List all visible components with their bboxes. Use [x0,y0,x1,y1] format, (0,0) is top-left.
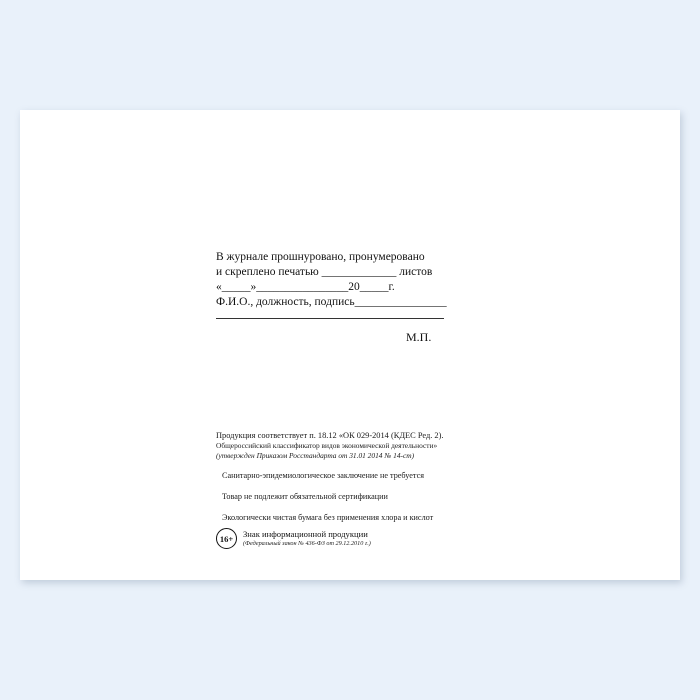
legal-line-2: Общероссийский классификатор видов экономической деятельности» [216,441,438,450]
legal-block [216,430,516,524]
age-mark-text [243,529,371,548]
legal-spacer-3 [216,503,516,512]
certification-block [216,250,476,319]
stamp-place-label: М.П. [406,330,432,344]
legal-spacer-1 [216,461,516,470]
certification-line-3: «_____»________________20_____г. [216,281,395,293]
certification-line-1: В журнале прошнуровано, пронумеровано [216,251,425,263]
legal-line-1: Продукция соответствует п. 18.12 «ОК 029-2014 (КДЕС Ред. 2). [216,431,444,440]
legal-statement-1: Санитарно-эпидемиологическое заключение не требуется [222,471,424,480]
age-rating-icon: 16+ [216,528,237,549]
certification-line-4: Ф.И.О., должность, подпись________________ [216,296,447,308]
age-mark-title: Знак информационной продукции [243,529,368,539]
legal-line-3: (утвержден Приказом Росстандарта от 31.01 2014 № 14-ст) [216,451,415,460]
document-page [20,110,680,580]
age-mark-subtitle: (Федеральный закон № 436-ФЗ от 29.12.2010 г.) [243,540,371,547]
certification-line-2: и скреплено печатью _____________ листов [216,266,433,278]
legal-statement-3: Экологически чистая бумага без применения хлора и кислот [222,513,434,522]
legal-statement-2: Товар не подлежит обязательной сертификации [222,492,388,501]
legal-spacer-2 [216,482,516,491]
certification-signature-rule [216,311,444,319]
age-mark-row [216,528,371,549]
document-page-content [20,110,680,580]
